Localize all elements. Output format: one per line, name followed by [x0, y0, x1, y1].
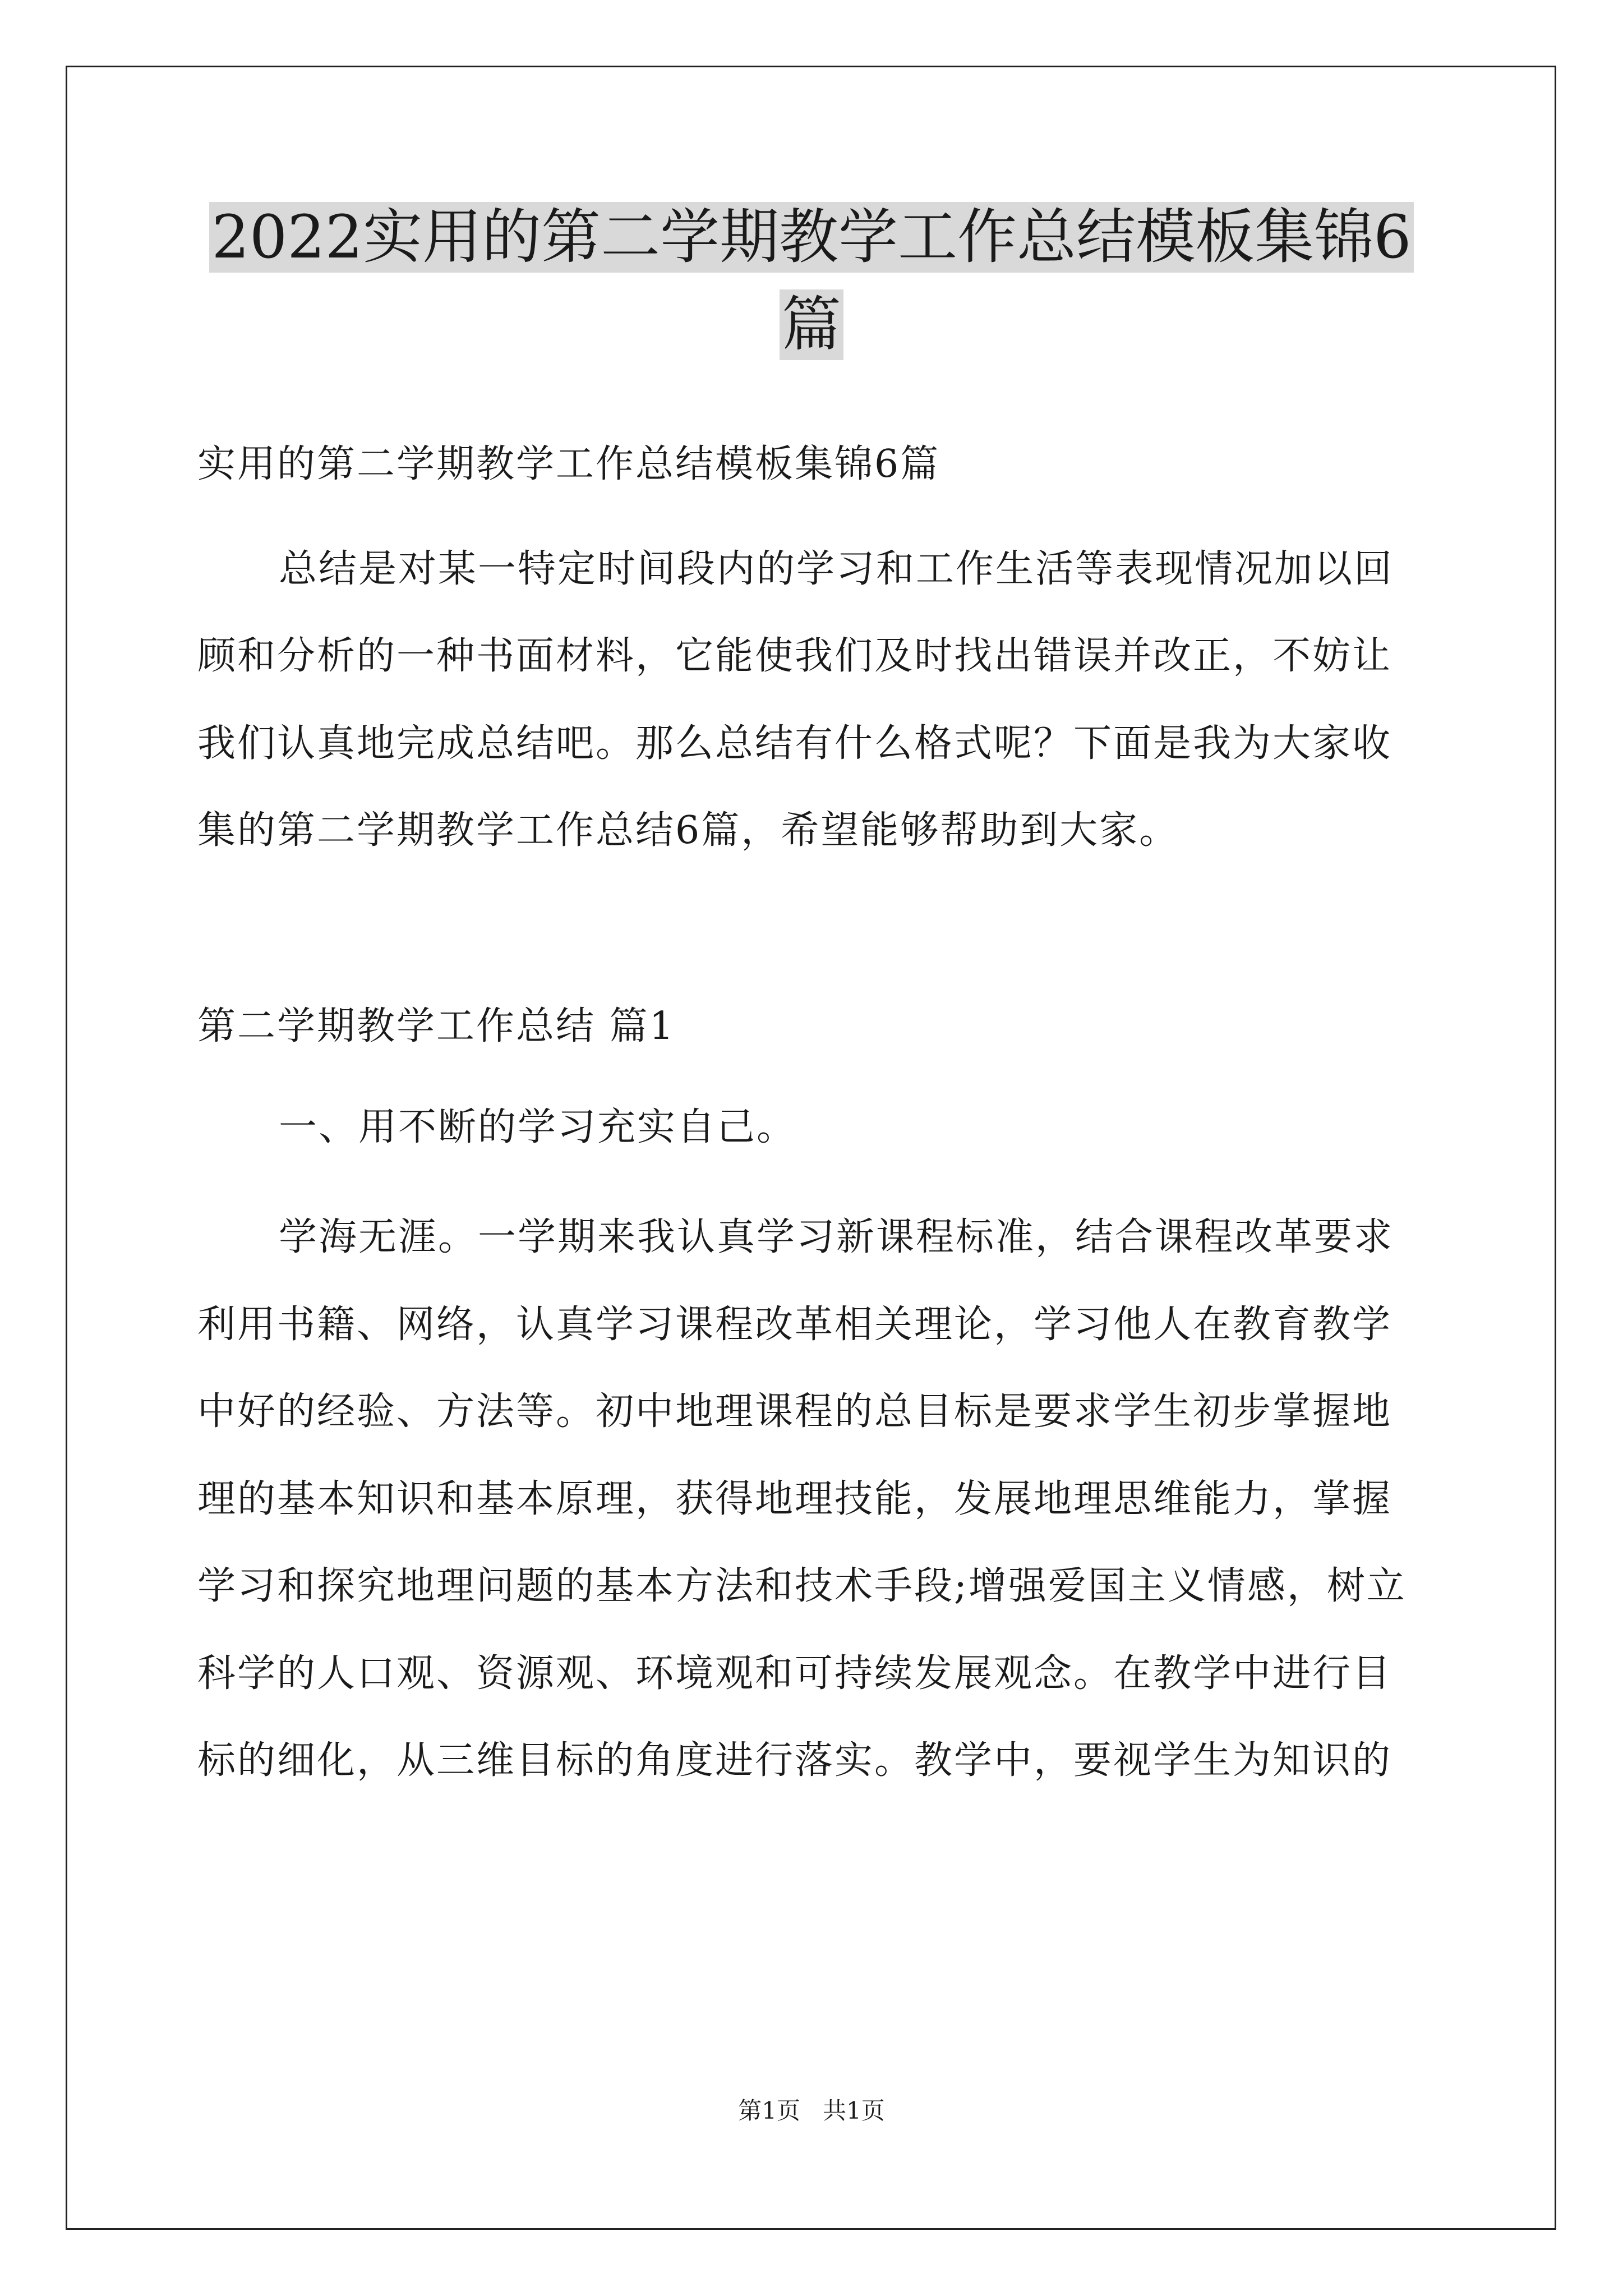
point-heading: 一、用不断的学习充实自己。 — [279, 1105, 797, 1149]
body-line: 学习和探究地理问题的基本方法和技术手段;增强爱国主义情感，树立 — [197, 1564, 1407, 1608]
body-line: 中好的经验、方法等。初中地理课程的总目标是要求学生初步掌握地 — [197, 1389, 1393, 1434]
page-footer: 第1页 共1页 — [738, 2097, 885, 2124]
section-heading: 第二学期教学工作总结 篇1 — [197, 1004, 675, 1048]
document-title — [84, 202, 1539, 360]
body-line: 利用书籍、网络，认真学习课程改革相关理论，学习他人在教育教学 — [197, 1303, 1393, 1347]
intro-line: 我们认真地完成总结吧。那么总结有什么格式呢？下面是我为大家收 — [197, 721, 1393, 766]
body-line: 学海无涯。一学期来我认真学习新课程标准，结合课程改革要求 — [279, 1215, 1394, 1259]
body-line: 标的细化，从三维目标的角度进行落实。教学中，要视学生为知识的 — [197, 1738, 1393, 1783]
title-line-1: 2022实用的第二学期教学工作总结模板集锦6 — [209, 202, 1413, 273]
intro-line: 顾和分析的一种书面材料，它能使我们及时找出错误并改正，不妨让 — [197, 634, 1393, 678]
subtitle: 实用的第二学期教学工作总结模板集锦6篇 — [197, 442, 940, 486]
intro-line: 总结是对某一特定时间段内的学习和工作生活等表现情况加以回 — [279, 547, 1394, 591]
intro-line: 集的第二学期教学工作总结6篇，希望能够帮助到大家。 — [197, 808, 1179, 853]
body-line: 科学的人口观、资源观、环境观和可持续发展观念。在教学中进行目 — [197, 1651, 1393, 1696]
body-line: 理的基本知识和基本原理，获得地理技能，发展地理思维能力，掌握 — [197, 1477, 1393, 1521]
title-line-2: 篇 — [780, 289, 843, 360]
